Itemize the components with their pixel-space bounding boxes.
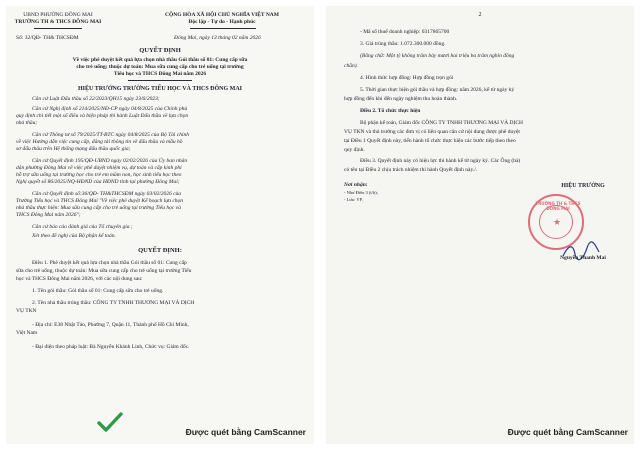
page2-line: Điều 2. Tổ chức thực hiện (360, 108, 421, 114)
subject-underline (128, 80, 192, 81)
page2-line: hợp đồng đến khi đến ngày nghiệm thu hoàn thành. (344, 96, 458, 102)
legal-basis: Căn cứ Thông tư số 79/2025/TT-BTC ngày 04/8/2025 của Bộ Tài chính (32, 132, 189, 138)
legal-basis: THCS Đông Mai năm 2026"; (16, 212, 81, 218)
motto-underline (190, 28, 256, 29)
legal-basis: Căn cứ báo cáo đánh giá của Tổ chuyên gia ; (32, 224, 133, 230)
legal-basis: về việc Hướng dẫn việc cung cấp, đăng tải thông tin về đấu thầu và mẫu hồ (16, 139, 183, 145)
legal-basis: dân phường Đông Mai về việc phê duyệt nhiệm vụ, dự toán và cấp kinh phí (16, 165, 182, 171)
page2-line: 4. Hình thức hợp đồng: Hợp đồng trọn gói (360, 75, 454, 81)
star-icon: ★ (552, 218, 562, 228)
header-underline (34, 28, 82, 29)
page2-line: (Bằng chữ: Một tỷ không trăm bảy mươi hai triệu ba trăm nghìn đồng (360, 53, 515, 59)
recipient-item: - Lưu: VP. (344, 197, 363, 202)
legal-basis: sơ đấu thầu trên Hệ thống mạng đấu thầu quốc gia; (16, 146, 131, 152)
document-number: Số: 32/QĐ- TH& THCSĐM (16, 35, 79, 41)
checkmark-icon (97, 411, 123, 433)
article-item: Việt Nam (16, 330, 38, 336)
article-1-line: sữa cho trẻ uống, thuộc dự toán: Mua sữa cung cấp cho trẻ uống tại trường Tiểu (16, 268, 192, 274)
page2-line: có tên tại Điều 2 chịu trách nhiệm thi hành Quyết định này./. (344, 167, 478, 173)
issuing-authority: HIỆU TRƯỞNG TRƯỜNG TIỂU HỌC VÀ THCS ĐÔNG MAI (77, 86, 243, 92)
article-item: - Đại diện theo pháp luật: Bà Nguyễn Khánh Linh, Chức vụ: Giám đốc. (32, 344, 190, 350)
article-1-line: Điều 1. Phê duyệt kết quả lựa chọn nhà thầu Gói thầu số 01: Cung cấp (32, 260, 187, 266)
page2-line: 3. Giá trúng thầu: 1.072.300.000 đồng. (360, 41, 446, 47)
legal-basis: Căn cứ Quyết định số:36/QĐ- TH&THCSĐM ngày 03/02/2026 của (32, 191, 182, 197)
page2-line: Điều 3. Quyết định này có hiệu lực thi hành kể từ ngày ký. Các Ông (bà) (360, 158, 521, 164)
legal-basis: Căn cứ Quyết định 195/QĐ-UBND ngày 02/02/2026 của Ủy ban nhân (32, 158, 188, 164)
signer-name: Nguyễn Thanh Mai (560, 255, 606, 261)
legal-basis: nhà thầu thực hiện: Mua sữa cung cấp cho trẻ uống tại trường Tiểu học và (16, 205, 181, 211)
page2-line: tại Điều 1 Quyết định này, tiến hành tổ chức thực hiện các bước tiếp theo theo (344, 138, 516, 144)
page-gutter (316, 0, 324, 450)
school-name: TRƯỜNG TH & THCS ĐÔNG MAI (14, 19, 102, 25)
org-name: UBND PHƯỜNG ĐÔNG MAI (23, 12, 93, 18)
page2-line: Bộ phận kế toán, Giám đốc CÔNG TY TNHH THƯƠNG MẠI VÀ DỊCH (360, 120, 523, 126)
article-item: VỤ TKN (16, 308, 37, 314)
page2-line: - Mã số thuế doanh nghiệp: 0317865700 (360, 29, 450, 35)
page2-line: 5. Thời gian thực hiện gói thầu và hợp đồng: năm 2026, kể từ ngày ký (360, 87, 515, 93)
article-item: - Địa chỉ: E38 Nhật Tảo, Phường 7, Quận 11, Thành phố Hồ Chí Minh, (32, 322, 189, 328)
legal-basis: Căn cứ Luật Đấu thầu số 22/2023/QH15 ngày 23/6/2023; (32, 96, 160, 102)
subject-line: Tiểu học và THCS Đông Mai năm 2026 (113, 71, 207, 77)
subject-line: Về việc phê duyệt kết quả lựa chọn nhà thầu Gói thầu số 01: Cung cấp sữa (72, 57, 248, 63)
legal-basis: nhà thầu; (16, 120, 38, 126)
seal-text: TRƯỜNG TH & THCS ĐÔNG MAI (535, 201, 581, 211)
document-page-1 (6, 6, 314, 444)
legal-basis: Xét theo đề nghị của Bộ phận kế toán. (32, 233, 116, 239)
page2-line: chẵn). (344, 63, 358, 69)
legal-basis: hỗ trợ sữa uống tại trường học cho trẻ em mầm non, học sinh tiểu học theo (16, 172, 182, 178)
article-1-line: học và THCS Đông Mai năm 2026, với các nội dung sau: (16, 276, 143, 282)
legal-basis: Căn cứ Nghị định số 214/2025/NĐ-CP ngày 04/8/2025 của Chính phủ (32, 106, 188, 112)
country-name: CỘNG HÒA XÃ HỘI CHỦ NGHĨA VIỆT NAM (165, 12, 279, 18)
decision-heading: QUYẾT ĐỊNH: (138, 247, 182, 254)
page2-line: quy định. (344, 147, 365, 153)
recipient-item: - Như Điều 3 (t/h); (344, 190, 378, 195)
scan-watermark: Được quét bằng CamScanner (185, 427, 306, 437)
scan-watermark: Được quét bằng CamScanner (507, 427, 628, 437)
legal-basis: Trường Tiểu học và THCS Đông Mai "Về việc phê duyệt Kế hoạch lựa chọn (16, 198, 184, 204)
national-motto: Độc lập - Tự do - Hạnh phúc (188, 19, 256, 25)
subject-line: cho trẻ uống; thuộc dự toán: Mua sữa cung cấp cho trẻ uống tại trường (76, 64, 244, 70)
recipients-title: Nơi nhận: (344, 182, 368, 188)
page2-line: VỤ TKN và thủ trưởng các đơn vị có liên quan căn cứ nội dung được phê duyệt (344, 129, 520, 135)
document-date: Đông Mai, ngày 13 tháng 02 năm 2026 (174, 35, 261, 41)
article-item: 2. Tên nhà thầu trúng thầu: CÔNG TY TNHH THƯƠNG MẠI VÀ DỊCH (32, 300, 195, 306)
legal-basis: quy định chi tiết một số điều và biện pháp thi hành Luật Đấu thầu về lựa chọn (16, 113, 189, 119)
page-number: 2 (478, 12, 482, 18)
legal-basis: Nghị quyết số 86/2025/NQ-HĐND của HĐND tỉnh tại phường Đông Mai; (16, 179, 180, 185)
document-type: QUYẾT ĐỊNH (139, 47, 181, 54)
signer-title: HIỆU TRƯỞNG (561, 183, 605, 189)
article-item: 1. Tên gói thầu: Gói thầu số 01: Cung cấp sữa cho trẻ uống. (32, 288, 164, 294)
document-page-2 (326, 6, 634, 444)
